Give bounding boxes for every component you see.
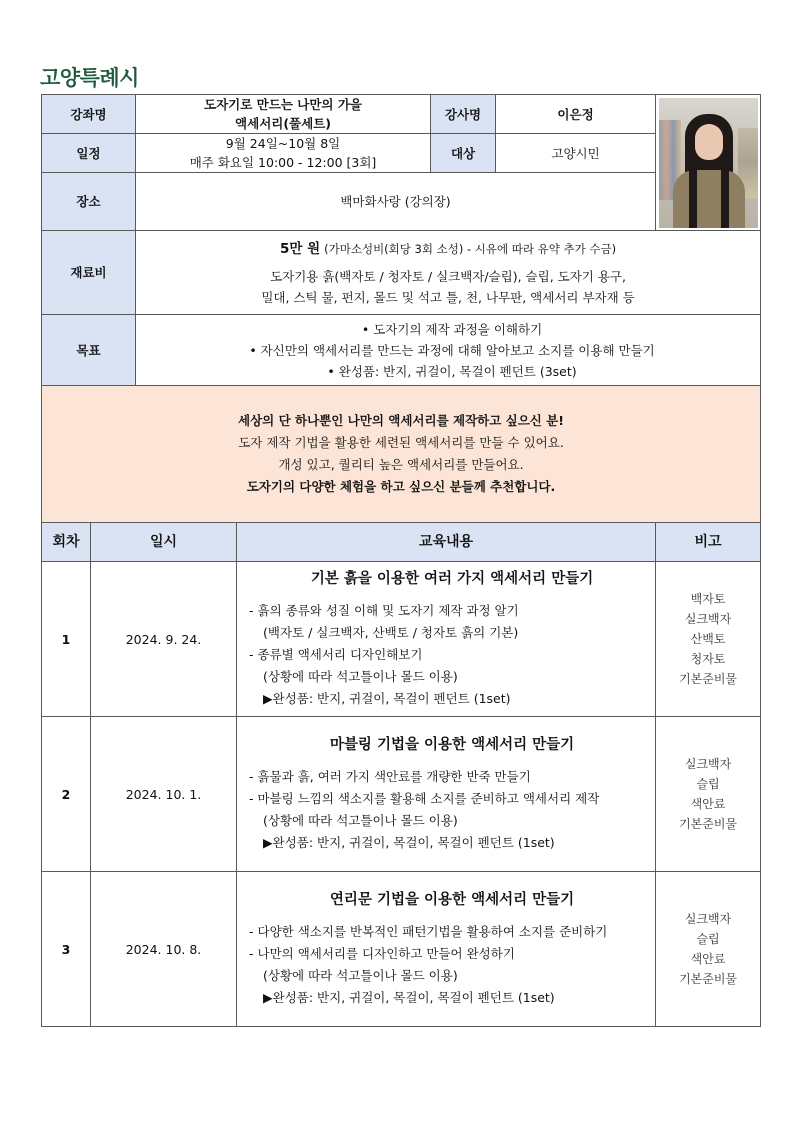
goal-row — [42, 315, 761, 386]
schedule-time: 매주 화요일 10:00 - 12:00 [3회] — [189, 155, 377, 170]
content-line: ▶완성품: 반지, 귀걸이, 목걸이 펜던트 (1set) — [263, 690, 511, 706]
remark-item: 슬립 — [696, 777, 720, 791]
table-row — [42, 562, 761, 717]
fee-items-line2: 밀대, 스틱 물, 펀지, 몰드 및 석고 틀, 천, 나무판, 액세서리 부자재 등 — [261, 289, 635, 305]
venue-value: 백마화사랑 (강의장) — [136, 173, 656, 231]
remark-item: 슬립 — [696, 932, 720, 946]
fee-amount: 5만 원 — [279, 240, 321, 257]
fee-items-line1: 도자기용 흙(백자토 / 청자토 / 실크백자/슬립), 슬립, 도자기 용구, — [270, 268, 626, 284]
org-title: 고양특례시 — [40, 66, 139, 90]
goal-list — [136, 315, 761, 386]
remark-item: 실크백자 — [684, 912, 732, 926]
instructor-photo-cell — [656, 95, 761, 231]
instructor-label: 강사명 — [431, 95, 496, 134]
content-line: ▶완성품: 반지, 귀걸이, 목걸이, 목걸이 펜던트 (1set) — [263, 989, 555, 1005]
content-line: - 흙의 종류와 성질 이해 및 도자기 제작 과정 알기 — [249, 602, 519, 618]
session-date: 2024. 9. 24. — [91, 562, 237, 717]
remark-item: 기본준비물 — [679, 817, 738, 831]
venue-row — [42, 173, 761, 231]
course-name-line2: 액세서리(풀세트) — [235, 116, 331, 131]
photo-hair — [689, 158, 697, 228]
session-date: 2024. 10. 8. — [91, 872, 237, 1027]
session-remarks — [656, 562, 761, 717]
content-line: - 다양한 색소지를 반복적인 패턴기법을 활용하여 소지를 준비하기 — [249, 923, 608, 939]
goal-item: • 완성품: 반지, 귀걸이, 목걸이 펜던트 (3set) — [327, 363, 577, 379]
remark-item: 실크백자 — [684, 612, 732, 626]
content-line: ▶완성품: 반지, 귀걸이, 목걸이, 목걸이 펜던트 (1set) — [263, 834, 555, 850]
course-name — [136, 95, 431, 134]
goal-item: • 도자기의 제작 과정을 이해하기 — [361, 321, 543, 337]
content-line: (백자토 / 실크백자, 산백토 / 청자토 흙의 기본) — [263, 624, 519, 640]
header-session: 회차 — [42, 523, 91, 562]
content-line: (상황에 따라 석고틀이나 몰드 이용) — [263, 967, 458, 983]
content-line: - 나만의 액세서리를 디자인하고 만들어 완성하기 — [249, 945, 515, 961]
instructor-photo — [659, 98, 758, 228]
fee-label: 재료비 — [42, 231, 136, 315]
session-number: 2 — [42, 717, 91, 872]
remark-item: 기본준비물 — [679, 672, 738, 686]
session-content — [237, 872, 656, 1027]
table-row — [42, 717, 761, 872]
content-line: - 종류별 액세서리 디자인해보기 — [249, 646, 423, 662]
fee-row — [42, 231, 761, 315]
instructor-name: 이은정 — [496, 95, 656, 134]
course-document-table — [41, 94, 761, 1027]
promo-line: 도자 제작 기법을 활용한 세련된 액세서리를 만들 수 있어요. — [238, 435, 564, 450]
schedule-dates: 9월 24일~10월 8일 — [225, 136, 341, 151]
content-line: (상황에 따라 석고틀이나 몰드 이용) — [263, 668, 458, 684]
fee-value — [136, 231, 761, 315]
promo-row — [42, 386, 761, 523]
remark-item: 실크백자 — [684, 757, 732, 771]
session-number: 1 — [42, 562, 91, 717]
schedule-label: 일정 — [42, 134, 136, 173]
course-name-line1: 도자기로 만드는 나만의 가을 — [204, 97, 362, 112]
promo-box — [42, 386, 761, 523]
session-title: 마블링 기법을 이용한 액세서리 만들기 — [329, 736, 575, 753]
remark-item: 산백토 — [690, 632, 726, 646]
remark-item: 백자토 — [690, 592, 726, 606]
venue-label: 장소 — [42, 173, 136, 231]
photo-hair — [721, 158, 729, 228]
goal-item: • 자신만의 액세서리를 만드는 과정에 대해 알아보고 소지를 이용해 만들기 — [249, 342, 655, 358]
schedule-row — [42, 134, 761, 173]
content-line: - 마블링 느낌의 색소지를 활용해 소지를 준비하고 액세서리 제작 — [249, 790, 600, 806]
content-line: (상황에 따라 석고틀이나 몰드 이용) — [263, 812, 458, 828]
remark-item: 색안료 — [690, 952, 726, 966]
target-value: 고양시민 — [496, 134, 656, 173]
header-remarks: 비고 — [656, 523, 761, 562]
content-line: - 흙물과 흙, 여러 가지 색안료를 개량한 반죽 만들기 — [249, 768, 531, 784]
photo-body — [673, 170, 745, 228]
promo-line: 도자기의 다양한 체험을 하고 싶으신 분들께 추천합니다. — [246, 479, 556, 494]
header-date: 일시 — [91, 523, 237, 562]
course-row — [42, 95, 761, 134]
schedule-value — [136, 134, 431, 173]
session-number: 3 — [42, 872, 91, 1027]
table-row — [42, 872, 761, 1027]
schedule-table-header — [42, 523, 761, 562]
session-date: 2024. 10. 1. — [91, 717, 237, 872]
session-title: 기본 흙을 이용한 여러 가지 액세서리 만들기 — [310, 570, 594, 587]
fee-note: (가마소성비(회당 3회 소성) - 시유에 따라 유약 추가 수금) — [324, 241, 617, 256]
course-label: 강좌명 — [42, 95, 136, 134]
target-label: 대상 — [431, 134, 496, 173]
remark-item: 청자토 — [690, 652, 726, 666]
photo-face — [695, 124, 723, 160]
promo-line: 세상의 단 하나뿐인 나만의 액세서리를 제작하고 싶으신 분! — [238, 413, 564, 428]
session-title: 연리문 기법을 이용한 액세서리 만들기 — [329, 891, 575, 908]
session-remarks — [656, 717, 761, 872]
promo-line: 개성 있고, 퀄리티 높은 액세서리를 만들어요. — [278, 457, 524, 472]
session-content — [237, 562, 656, 717]
remark-item: 기본준비물 — [679, 972, 738, 986]
header-content: 교육내용 — [237, 523, 656, 562]
session-content — [237, 717, 656, 872]
goal-label: 목표 — [42, 315, 136, 386]
remark-item: 색안료 — [690, 797, 726, 811]
session-remarks — [656, 872, 761, 1027]
